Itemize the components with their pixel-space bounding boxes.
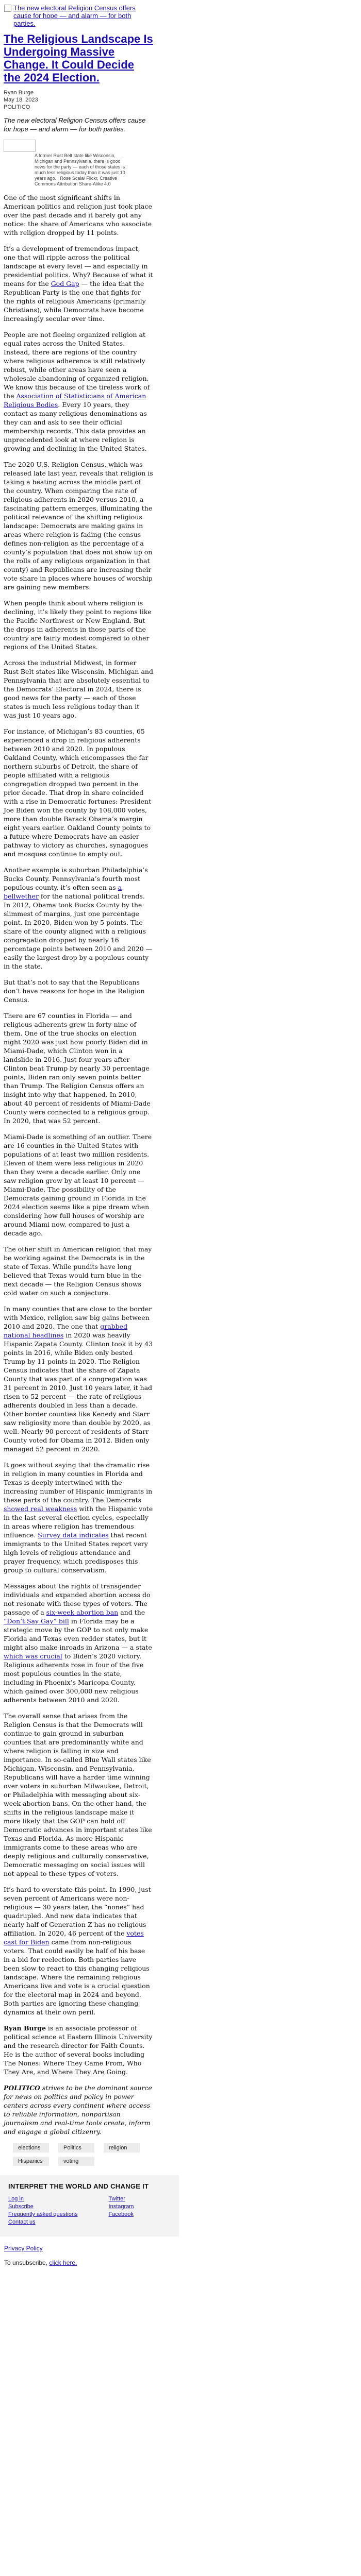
paragraph-7: For instance, of Michigan’s 83 counties, 65 experienced a drop in religious adherents between 2010 and 2020. In populous Oakland County, which encompasses the far northern suburbs of Detroit, the share of people affiliated with a religious congregation dropped two percent in the prior decade. That drop in share coincided with a rise in Democratic fortunes: President Joe Biden won the county by 108,000 votes, more than double Barack Obama’s margin eight years earlier. Oakland County points to a future where Democrats have an easier pathway to victory as churches, synagogues and mosques continue to empty out. xyxy=(4,727,152,858)
paragraph-6: Across the industrial Midwest, in former Rust Belt states like Wisconsin, Michigan and Pennsylvania that are absolutely essential to the Democrats’ Electoral in 2024, there is good news for the party — each of those states is much less religious today than it was just 10 years ago. xyxy=(4,659,153,719)
privacy-link[interactable]: Privacy Policy xyxy=(4,2245,43,2252)
paragraph-1: One of the most significant shifts in American politics and religion just took place over the past decade and it barely got any notice: the share of Americans who associate with religion dropped by 11 points. xyxy=(4,194,152,236)
unsubscribe-link[interactable]: click here. xyxy=(49,2259,77,2266)
hero-image-placeholder xyxy=(4,140,36,152)
instagram-link[interactable]: Instagram xyxy=(108,2204,134,2210)
paragraph-10: There are 67 counties in Florida — and religious adherents grew in forty-nine of them. One of the true shocks on election night 2020 was just how poorly Biden did in Miami-Dade, which Clinton won in a landslide in 2016. Just four years after Clinton beat Trump by nearly 30 percentage points, Biden ran only seven points better than Trump. The Religion Census offers an insight into why that happened. In 2010, about 40 percent of residents of Miami-Dade County were connected to a religious group. In 2020, that was 52 percent. xyxy=(4,1012,151,1125)
image-caption: A former Rust Belt state like Wisconsin, Michigan and Pennsylvania, there is good news for the party — each of those states is much less religious today than it was just 10 years ago. | Rose Scala/ Flickr, Creative Commons Attribution Share-Alike 4.0 xyxy=(35,153,125,187)
paragraph-2: It’s a development of tremendous impact, one that will ripple across the political landscape at every level — and especially in presidential politics. Why? Because of what it means for the God Gap — the idea that the Republican Party is the one that fights for the rights of religious Americans (primarily Christians), while Democrats have become increasingly secular over time. xyxy=(4,245,153,323)
article-dek: The new electoral Religion Census offers cause for hope — and alarm — for both parties. xyxy=(4,116,146,133)
article xyxy=(4,32,153,2166)
tag-voting[interactable]: voting xyxy=(58,2157,94,2166)
paragraph-3: People are not fleeing organized religion at equal rates across the United States. Instead, there are regions of the country where religious adherence is still relatively robust, while other areas have seen a wholesale abandoning of organized religion. We know this because of the tireless work of the Association of Statisticians of American Religious Bodies. Every 10 years, they contact as many religious denominations as they can and ask to see their official membership records. This data provides an unprecedented look at where religion is growing and declining in the United States. xyxy=(4,331,150,452)
publish-date: May 18, 2023 xyxy=(4,97,38,103)
unsubscribe-text: To unsubscribe, xyxy=(4,2259,48,2266)
author-bio-text: is an associate professor of political science at Eastern Illinois University and the research director for Faith Counts. He is the author of several books including The Nones: Where They Came From, Who They Are, and Where They Are Going. xyxy=(4,2024,153,2076)
bottom-links xyxy=(4,2245,361,2266)
weakness-link[interactable]: showed real weakness xyxy=(4,1505,77,1513)
promo xyxy=(4,2083,153,2136)
login-link[interactable]: Log in xyxy=(8,2196,24,2202)
article-title[interactable]: The Religious Landscape Is Undergoing Massive Change. It Could Decide the 2024 Election. xyxy=(4,32,153,84)
paragraph-13: In many counties that are close to the border with Mexico, religion saw big gains between 2010 and 2020. The one that grabbed national headlines in 2020 was heavily Hispanic Zapata County. Clinton took it by 43 points in 2016, while Biden only bested Trump by 11 points in 2020. The Religion Census indicates that the share of Zapata County that was part of a congregation was 31 percent in 2010. Just 10 years later, it had risen to 52 percent — the rate of religious adherents doubled in less than a decade. Other border counties like Kenedy and Starr saw religiosity more than double by 2020, as well. Nearly 90 percent of residents of Starr County voted for Obama in 2012. Biden only managed 52 percent in 2020. xyxy=(4,1305,153,1453)
author-name: Ryan Burge xyxy=(4,90,34,96)
tag-list xyxy=(13,2143,168,2166)
footer-social-links xyxy=(109,2195,134,2226)
tag-hispanics[interactable]: Hispanics xyxy=(13,2157,49,2166)
bellwether-link[interactable]: a bellwether xyxy=(4,884,122,900)
asarb-link[interactable]: Association of Statisticians of American Religious Bodies xyxy=(4,392,146,409)
headlines-link[interactable]: grabbed national headlines xyxy=(4,1323,128,1339)
header-logo-link[interactable] xyxy=(0,0,142,27)
header-logo-alt: The new electoral Religion Census offers cause for hope — and alarm — for both parties. xyxy=(13,4,136,27)
paragraph-11: Miami-Dade is something of an outlier. There are 16 counties in the United States with populations of at least two million residents. Eleven of them were less religious in 2020 than they were a decade earlier. Only one saw religion grow by at least 10 percent — Miami-Dade. The possibility of the Democrats gaining ground in Florida in the 2024 election seems like a pipe dream when considering how full houses of worship are around Miami now, compared to just a decade ago. xyxy=(4,1133,152,1237)
twitter-link[interactable]: Twitter xyxy=(108,2196,125,2202)
paragraph-15: Messages about the rights of transgender individuals and expanded abortion access do not resonate with these types of voters. The passage of a six-week abortion ban and the “Don’t Say Gay” bill in Florida may be a strategic move by the GOP to not only make Florida and Texas even redder states, but it might also make inroads in Arizona — a state which was crucial to Biden’s 2020 victory. Religious adherents rose in four of the five most populous counties in the state, including in Phoenix’s Maricopa County, which gained over 300,000 new religious adherents between 2010 and 2020. xyxy=(4,1582,152,1704)
paragraph-16: The overall sense that arises from the Religion Census is that the Democrats will continue to gain ground in suburban counties that are predominantly white and where religion is falling in size and importance. In so-called Blue Wall states like Michigan, Wisconsin, and Pennsylvania, Republicans will have a harder time winning over voters in suburban Milwaukee, Detroit, or Philadelphia with messaging about six-week abortion bans. On the other hand, the shifts in the religious landscape make it more likely that the GOP can hold off Democratic advances in important states like Texas and Florida. As more Hispanic immigrants come to these areas who are deeply religious and culturally conservative, Democratic messaging on social issues will not appeal to these types of voters. xyxy=(4,1712,152,1877)
crucial-link[interactable]: which was crucial xyxy=(4,1652,62,1660)
paragraph-17: It’s hard to overstate this point. In 1990, just seven percent of Americans were non-religious — 30 years later, the “nones” had quadrupled. And new data indicates that nearly half of Generation Z has no religious affiliation. In 2020, 46 percent of the votes cast for Biden came from non-religious voters. That could easily be half of his base in a bid for reelection. Both parties have been slow to react to this changing religious landscape. Where the remaining religious Americans live and vote is a crucial question for the electoral map in 2024 and beyond. Both parties are ignoring these changing dynamics at their own peril. xyxy=(4,1886,151,2016)
paragraph-9: But that’s not to say that the Republicans don’t have reasons for hope in the Religion Census. xyxy=(4,978,145,1004)
promo-text: strives to be the dominant source for news on politics and policy in power centers across every continent where access to reliable information, nonpartisan journalism and real-time tools create, inform and engage a global citizenry. xyxy=(4,2084,152,2136)
dont-say-gay-link[interactable]: “Don’t Say Gay” bill xyxy=(4,1617,69,1625)
broken-image-icon xyxy=(4,5,11,12)
paragraph-14: It goes without saying that the dramatic rise in religion in many counties in Florida and Texas is deeply intertwined with the increasing number of Hispanic immigrants in these parts of the country. The Democrats showed real weakness with the Hispanic vote in the last several election cycles, especially in areas where religion has tremendous influence. Survey data indicates that recent immigrants to the United States report very high levels of religious attendance and prayer frequency, which predisposes this group to cultural conservatism. xyxy=(4,1461,153,1574)
paragraph-5: When people think about where religion is declining, it’s likely they point to regions like the Pacific Northwest or New England. But the drops in adherents in those parts of the country are fairly modest compared to other regions of the United States. xyxy=(4,599,152,651)
author-bio xyxy=(4,2024,153,2076)
hero-figure xyxy=(4,140,138,187)
subscribe-link[interactable]: Subscribe xyxy=(8,2204,34,2210)
abortion-ban-link[interactable]: six-week abortion ban xyxy=(46,1608,119,1616)
votes-cast-link[interactable]: votes cast for Biden xyxy=(4,1929,144,1946)
section-name: POLITICO xyxy=(4,104,30,110)
promo-brand: POLITICO xyxy=(4,2084,40,2092)
contact-link[interactable]: Contact us xyxy=(8,2219,36,2225)
paragraph-8: Another example is suburban Philadelphia’s Bucks County. Pennsylvania’s fourth most populous county, it’s often seen as a bellwether for the national political trends. In 2012, Obama took Bucks County by the slimmest of margins, just one percentage point. In 2020, Biden won by 5 points. The share of the county aligned with a religious congregation dropped by nearly 16 percentage points between 2010 and 2020 — easily the largest drop by a populous county in the state. xyxy=(4,866,153,970)
author-bio-name: Ryan Burge xyxy=(4,2024,46,2032)
faq-link[interactable]: Frequently asked questions xyxy=(8,2211,78,2217)
tag-politics[interactable]: Politics xyxy=(58,2143,94,2153)
paragraph-4: The 2020 U.S. Religion Census, which was released late last year, reveals that religion is taking a beating across the middle part of the country. When comparing the rate of religious adherents in 2020 versus 2010, a fascinating pattern emerges, illuminating the political relevance of the shifting religious landscape: Democrats are making gains in areas where religion is fading (the census defines non-religion as the percentage of a county’s population that does not show up on the rolls of any religious organization in that county) and Republicans are increasing their vote share in places where houses of worship are gaining new members. xyxy=(4,461,153,591)
byline xyxy=(4,89,138,111)
paragraph-12: The other shift in American religion that may be working against the Democrats is in the state of Texas. While pundits have long believed that Texas would turn blue in the next decade — the Religion Census shows cold water on such a conjecture. xyxy=(4,1245,152,1297)
footer-title: INTERPRET THE WORLD AND CHANGE IT xyxy=(8,2182,149,2190)
tag-religion[interactable]: religion xyxy=(104,2143,140,2153)
god-gap-link[interactable]: God Gap xyxy=(51,280,79,287)
survey-link[interactable]: Survey data indicates xyxy=(38,1531,109,1539)
footer-account-links xyxy=(8,2195,78,2226)
tag-elections[interactable]: elections xyxy=(13,2143,49,2153)
facebook-link[interactable]: Facebook xyxy=(108,2211,134,2217)
footer xyxy=(0,2175,179,2236)
